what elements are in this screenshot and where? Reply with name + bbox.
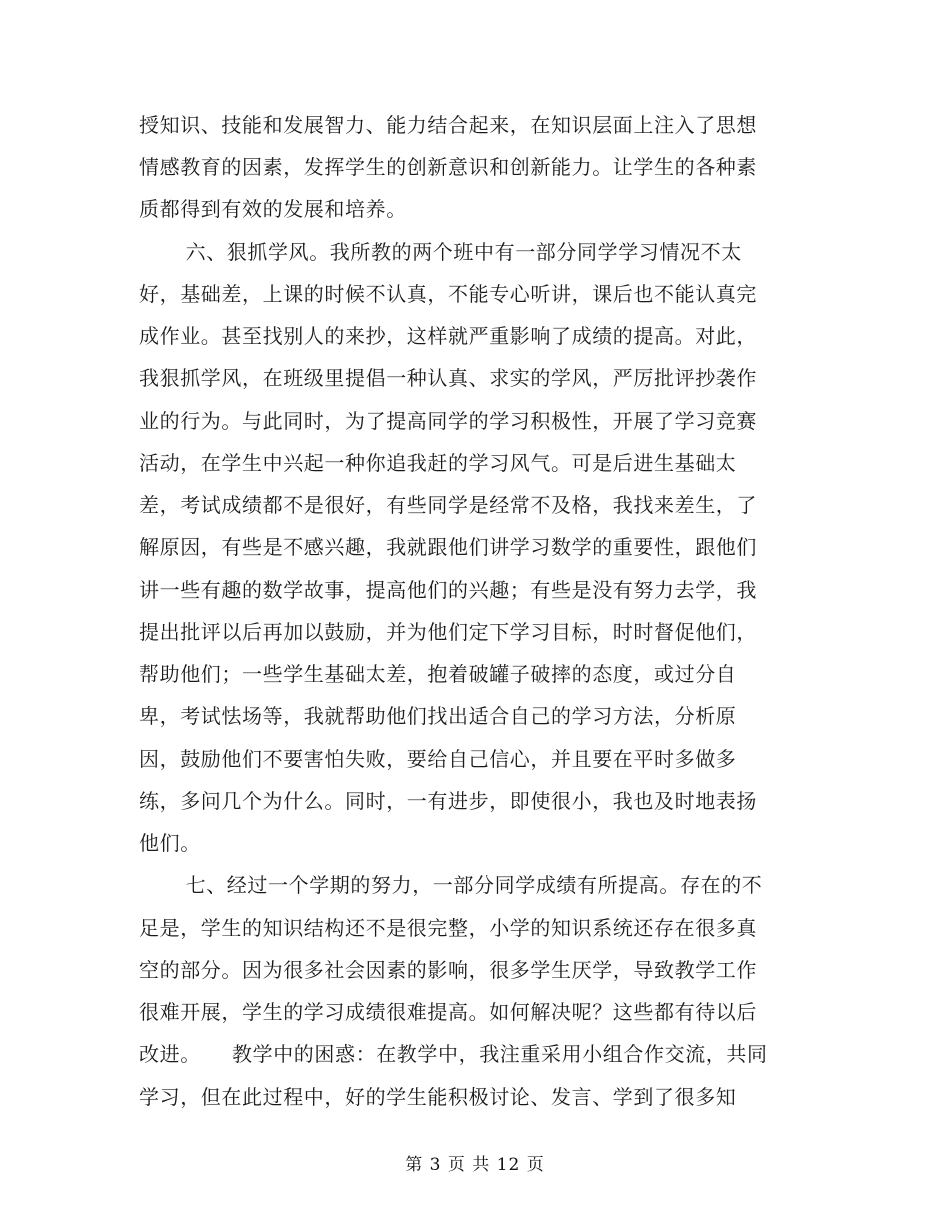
text-line: 学习，但在此过程中，好的学生能积极讨论、发言、学到了很多知 bbox=[139, 1085, 737, 1109]
text-line: 他们。 bbox=[139, 831, 201, 855]
text-line: 讲一些有趣的数学故事，提高他们的兴趣；有些是没有努力去学，我 bbox=[139, 578, 757, 602]
text-line: 授知识、技能和发展智力、能力结合起来，在知识层面上注入了思想 bbox=[139, 113, 757, 137]
text-line: 成作业。甚至找别人的来抄，这样就严重影响了成绩的提高。对此， bbox=[139, 324, 757, 348]
text-line: 足是，学生的知识结构还不是很完整，小学的知识系统还存在很多真 bbox=[139, 916, 757, 940]
text-line: 因，鼓励他们不要害怕失败，要给自己信心，并且要在平时多做多 bbox=[139, 747, 737, 771]
text-line: 提出批评以后再加以鼓励，并为他们定下学习目标，时时督促他们， bbox=[139, 620, 757, 644]
text-line: 很难开展，学生的学习成绩很难提高。如何解决呢？这些都有待以后 bbox=[139, 1000, 757, 1024]
text-line: 练，多问几个为什么。同时，一有进步，即使很小，我也及时地表扬 bbox=[139, 789, 757, 813]
text-line: 帮助他们；一些学生基础太差，抱着破罐子破摔的态度，或过分自 bbox=[139, 662, 737, 686]
text-line: 质都得到有效的发展和培养。 bbox=[139, 197, 407, 221]
page-number-footer: 第 3 页 共 12 页 bbox=[405, 1155, 545, 1175]
paragraph-seven-first-line: 七、经过一个学期的努力，一部分同学成绩有所提高。存在的不 bbox=[165, 873, 763, 897]
text-line: 空的部分。因为很多社会因素的影响，很多学生厌学，导致教学工作 bbox=[139, 958, 757, 982]
text-line: 我狠抓学风，在班级里提倡一种认真、求实的学风，严厉批评抄袭作 bbox=[139, 366, 757, 390]
text-line: 业的行为。与此同时，为了提高同学的学习积极性，开展了学习竞赛 bbox=[139, 409, 757, 433]
text-line: 差，考试成绩都不是很好，有些同学是经常不及格，我找来差生，了 bbox=[139, 493, 757, 517]
text-line: 情感教育的因素，发挥学生的创新意识和创新能力。让学生的各种素 bbox=[139, 155, 757, 179]
text-line: 活动，在学生中兴起一种你追我赶的学习风气。可是后进生基础太 bbox=[139, 451, 737, 475]
paragraph-six-first-line: 六、狠抓学风。我所教的两个班中有一部分同学学习情况不太 bbox=[165, 240, 742, 264]
text-line: 解原因，有些是不感兴趣，我就跟他们讲学习数学的重要性，跟他们 bbox=[139, 535, 757, 559]
text-line: 改进。 教学中的困惑：在教学中，我注重采用小组合作交流，共同 bbox=[139, 1042, 768, 1066]
text-line: 好，基础差，上课的时候不认真，不能专心听讲，课后也不能认真完 bbox=[139, 282, 757, 306]
text-line: 卑，考试怯场等，我就帮助他们找出适合自己的学习方法，分析原 bbox=[139, 704, 737, 728]
